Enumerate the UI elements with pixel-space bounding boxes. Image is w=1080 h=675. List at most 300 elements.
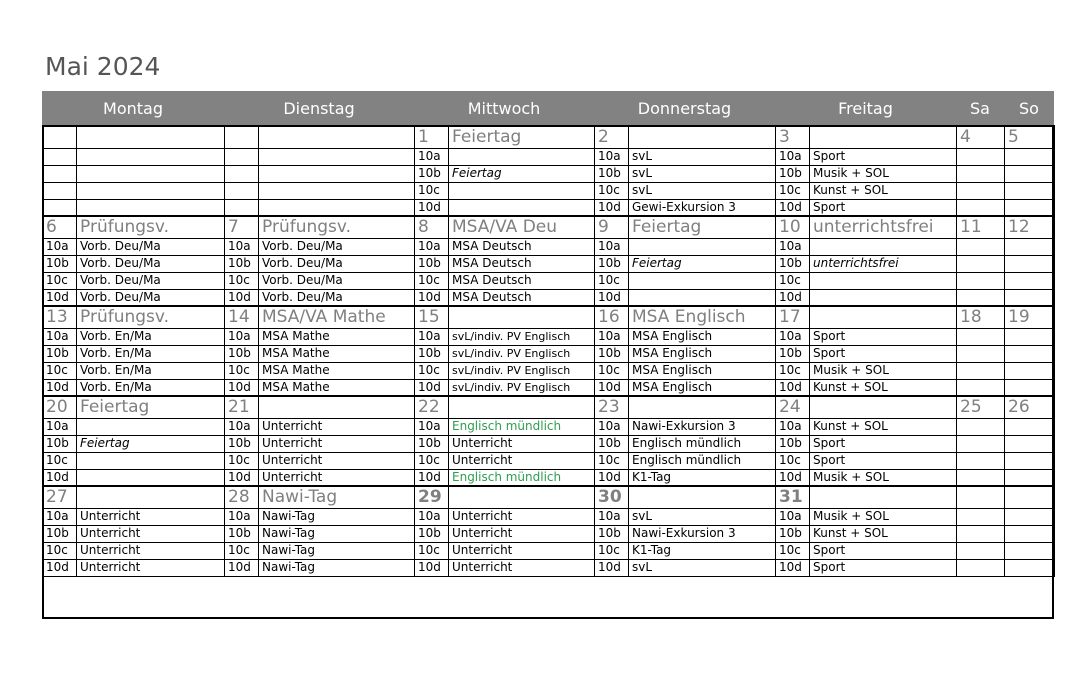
schedule-entry: Feiertag — [629, 255, 776, 272]
class-row — [43, 542, 1055, 559]
schedule-entry — [259, 148, 415, 165]
class-code: 10b — [415, 165, 449, 182]
weekday-header — [42, 91, 1054, 125]
class-code: 10d — [595, 379, 629, 396]
schedule-entry: Vorb. En/Ma — [77, 362, 225, 379]
schedule-entry: Kunst + SOL — [810, 525, 957, 542]
day-number: 16 — [595, 306, 629, 328]
schedule-entry — [449, 148, 595, 165]
class-row — [43, 165, 1055, 182]
class-code — [43, 182, 77, 199]
day-label: Feiertag — [449, 126, 595, 148]
weekend-cell — [957, 418, 1005, 435]
class-code: 10a — [225, 508, 259, 525]
class-row — [43, 328, 1055, 345]
week-1-day-row — [43, 126, 1055, 148]
class-code: 10b — [225, 435, 259, 452]
schedule-entry: Nawi-Exkursion 3 — [629, 525, 776, 542]
schedule-entry: Unterricht — [449, 559, 595, 576]
schedule-entry: Musik + SOL — [810, 469, 957, 486]
day-number: 13 — [43, 306, 77, 328]
class-code: 10a — [776, 508, 810, 525]
schedule-entry: Sport — [810, 559, 957, 576]
class-code — [225, 165, 259, 182]
class-code: 10d — [225, 289, 259, 306]
class-code: 10c — [415, 362, 449, 379]
header-donnerstag: Donnerstag — [637, 98, 732, 118]
class-code: 10a — [776, 148, 810, 165]
class-row — [43, 362, 1055, 379]
schedule-entry: Nawi-Tag — [259, 559, 415, 576]
class-row — [43, 272, 1055, 289]
schedule-entry: MSA Mathe — [259, 362, 415, 379]
week-2-day-row — [43, 216, 1055, 238]
class-code: 10d — [776, 199, 810, 216]
class-code: 10d — [776, 559, 810, 576]
weekend-cell — [957, 345, 1005, 362]
class-code: 10b — [776, 435, 810, 452]
schedule-entry: Sport — [810, 345, 957, 362]
class-code — [43, 165, 77, 182]
schedule-entry: svL/indiv. PV Englisch — [449, 379, 595, 396]
class-code: 10a — [595, 238, 629, 255]
weekend-cell — [1005, 148, 1055, 165]
day-number: 20 — [43, 396, 77, 418]
weekend-cell — [1005, 238, 1055, 255]
class-code: 10a — [595, 508, 629, 525]
schedule-entry: Vorb. Deu/Ma — [77, 289, 225, 306]
schedule-entry: Musik + SOL — [810, 165, 957, 182]
schedule-entry: Kunst + SOL — [810, 418, 957, 435]
day-number: 23 — [595, 396, 629, 418]
schedule-entry: MSA Deutsch — [449, 272, 595, 289]
schedule-entry: Sport — [810, 435, 957, 452]
class-code: 10c — [225, 362, 259, 379]
day-number — [225, 126, 259, 148]
schedule-entry — [77, 148, 225, 165]
day-number: 14 — [225, 306, 259, 328]
sunday-number — [1005, 486, 1055, 508]
schedule-entry: Nawi-Exkursion 3 — [629, 418, 776, 435]
schedule-entry: svL/indiv. PV Englisch — [449, 328, 595, 345]
schedule-entry: Unterricht — [77, 525, 225, 542]
week-3-day-row — [43, 306, 1055, 328]
schedule-entry: Unterricht — [77, 542, 225, 559]
day-number: 28 — [225, 486, 259, 508]
weekend-cell — [1005, 452, 1055, 469]
schedule-entry: Sport — [810, 452, 957, 469]
day-number: 9 — [595, 216, 629, 238]
weekend-cell — [957, 289, 1005, 306]
day-label — [810, 396, 957, 418]
class-code: 10c — [595, 542, 629, 559]
schedule-entry: Sport — [810, 542, 957, 559]
schedule-entry: Englisch mündlich — [629, 435, 776, 452]
schedule-entry — [259, 199, 415, 216]
class-code: 10b — [776, 345, 810, 362]
class-code: 10d — [595, 559, 629, 576]
class-code: 10a — [415, 148, 449, 165]
weekend-cell — [957, 508, 1005, 525]
schedule-entry: MSA Englisch — [629, 345, 776, 362]
schedule-entry: Kunst + SOL — [810, 182, 957, 199]
schedule-entry: MSA Deutsch — [449, 238, 595, 255]
page-title: Mai 2024 — [45, 52, 161, 81]
day-label — [449, 306, 595, 328]
class-code: 10c — [595, 452, 629, 469]
schedule-entry: K1-Tag — [629, 469, 776, 486]
day-label: MSA Englisch — [629, 306, 776, 328]
schedule-entry: svL — [629, 165, 776, 182]
saturday-number: 18 — [957, 306, 1005, 328]
schedule-entry — [629, 289, 776, 306]
weekend-cell — [957, 328, 1005, 345]
class-code: 10a — [415, 418, 449, 435]
class-code: 10c — [776, 362, 810, 379]
weekend-cell — [1005, 362, 1055, 379]
schedule-entry: Vorb. Deu/Ma — [259, 238, 415, 255]
class-row — [43, 182, 1055, 199]
schedule-entry: Sport — [810, 199, 957, 216]
schedule-entry: Sport — [810, 328, 957, 345]
weekend-cell — [1005, 435, 1055, 452]
day-number: 7 — [225, 216, 259, 238]
day-label — [810, 306, 957, 328]
day-label: Feiertag — [77, 396, 225, 418]
weekend-cell — [957, 199, 1005, 216]
schedule-entry — [77, 199, 225, 216]
class-code: 10b — [415, 345, 449, 362]
schedule-entry: Unterricht — [259, 435, 415, 452]
sunday-number: 5 — [1005, 126, 1055, 148]
schedule-entry: Musik + SOL — [810, 362, 957, 379]
day-label: unterrichtsfrei — [810, 216, 957, 238]
schedule-entry: MSA Deutsch — [449, 289, 595, 306]
schedule-entry: Vorb. Deu/Ma — [77, 272, 225, 289]
class-code: 10d — [776, 379, 810, 396]
class-code: 10a — [415, 238, 449, 255]
class-code: 10a — [225, 238, 259, 255]
day-label — [77, 126, 225, 148]
schedule-entry: svL — [629, 559, 776, 576]
class-code: 10d — [43, 559, 77, 576]
class-code: 10a — [225, 418, 259, 435]
schedule-entry: Kunst + SOL — [810, 379, 957, 396]
class-code: 10c — [225, 542, 259, 559]
class-code: 10c — [776, 272, 810, 289]
schedule-entry: Unterricht — [449, 435, 595, 452]
class-code: 10d — [225, 559, 259, 576]
class-code: 10b — [595, 435, 629, 452]
schedule-entry — [259, 165, 415, 182]
schedule-entry: svL/indiv. PV Englisch — [449, 362, 595, 379]
day-number: 2 — [595, 126, 629, 148]
class-code: 10a — [595, 328, 629, 345]
class-code: 10d — [776, 289, 810, 306]
class-code: 10b — [595, 345, 629, 362]
schedule-entry: unterrichtsfrei — [810, 255, 957, 272]
schedule-entry: Vorb. Deu/Ma — [259, 255, 415, 272]
weekend-cell — [1005, 469, 1055, 486]
class-code: 10a — [595, 418, 629, 435]
class-code: 10c — [595, 272, 629, 289]
class-code: 10a — [595, 148, 629, 165]
day-number: 22 — [415, 396, 449, 418]
header-dienstag: Dienstag — [283, 98, 355, 118]
weekend-cell — [1005, 199, 1055, 216]
schedule-entry: Vorb. Deu/Ma — [77, 238, 225, 255]
weekend-cell — [957, 362, 1005, 379]
day-number — [43, 126, 77, 148]
class-row — [43, 469, 1055, 486]
day-label: Prüfungsv. — [77, 306, 225, 328]
schedule-entry: MSA Englisch — [629, 328, 776, 345]
saturday-number: 11 — [957, 216, 1005, 238]
weekend-cell — [1005, 255, 1055, 272]
class-row — [43, 379, 1055, 396]
class-code: 10d — [415, 469, 449, 486]
day-number: 3 — [776, 126, 810, 148]
class-code: 10c — [43, 362, 77, 379]
schedule-entry: Feiertag — [77, 435, 225, 452]
sunday-number: 12 — [1005, 216, 1055, 238]
weekend-cell — [957, 379, 1005, 396]
class-code: 10d — [225, 469, 259, 486]
day-number: 17 — [776, 306, 810, 328]
schedule-entry — [629, 238, 776, 255]
day-number: 8 — [415, 216, 449, 238]
class-code: 10d — [595, 289, 629, 306]
weekend-cell — [957, 525, 1005, 542]
class-row — [43, 345, 1055, 362]
class-row — [43, 525, 1055, 542]
day-label: MSA/VA Mathe — [259, 306, 415, 328]
class-code — [225, 199, 259, 216]
class-code: 10b — [415, 255, 449, 272]
calendar-grid — [42, 125, 1055, 577]
weekend-cell — [957, 165, 1005, 182]
schedule-entry: svL — [629, 148, 776, 165]
day-label — [449, 396, 595, 418]
class-code: 10c — [776, 182, 810, 199]
class-code: 10d — [415, 289, 449, 306]
schedule-entry: Unterricht — [449, 542, 595, 559]
class-code: 10d — [415, 559, 449, 576]
schedule-entry: K1-Tag — [629, 542, 776, 559]
weekend-cell — [1005, 345, 1055, 362]
day-label: Nawi-Tag — [259, 486, 415, 508]
class-code: 10b — [595, 165, 629, 182]
weekend-cell — [957, 452, 1005, 469]
day-number: 15 — [415, 306, 449, 328]
class-code: 10d — [415, 199, 449, 216]
class-code: 10c — [415, 542, 449, 559]
schedule-entry: Nawi-Tag — [259, 542, 415, 559]
schedule-entry: Englisch mündlich — [629, 452, 776, 469]
day-number: 10 — [776, 216, 810, 238]
schedule-entry — [77, 165, 225, 182]
schedule-entry: Vorb. En/Ma — [77, 379, 225, 396]
schedule-entry — [77, 469, 225, 486]
class-code: 10a — [776, 238, 810, 255]
schedule-entry: Unterricht — [77, 508, 225, 525]
schedule-entry — [810, 272, 957, 289]
class-code: 10a — [43, 328, 77, 345]
class-row — [43, 255, 1055, 272]
weekend-cell — [957, 255, 1005, 272]
schedule-entry: MSA Englisch — [629, 379, 776, 396]
schedule-entry — [77, 182, 225, 199]
class-code: 10a — [225, 328, 259, 345]
schedule-entry: Vorb. Deu/Ma — [77, 255, 225, 272]
weekend-cell — [1005, 165, 1055, 182]
schedule-entry: MSA Mathe — [259, 328, 415, 345]
schedule-entry — [449, 182, 595, 199]
header-samstag: Sa — [970, 98, 990, 118]
class-code: 10c — [43, 272, 77, 289]
class-code: 10c — [415, 182, 449, 199]
schedule-entry: Unterricht — [449, 452, 595, 469]
class-row — [43, 435, 1055, 452]
day-number: 1 — [415, 126, 449, 148]
class-code: 10a — [415, 328, 449, 345]
schedule-entry: Gewi-Exkursion 3 — [629, 199, 776, 216]
class-row — [43, 289, 1055, 306]
schedule-entry: MSA Mathe — [259, 345, 415, 362]
weekend-cell — [1005, 559, 1055, 576]
header-mittwoch: Mittwoch — [467, 98, 541, 118]
class-code: 10c — [43, 452, 77, 469]
day-label — [810, 126, 957, 148]
day-number: 31 — [776, 486, 810, 508]
class-code: 10c — [595, 362, 629, 379]
header-montag: Montag — [103, 98, 163, 118]
class-code: 10b — [43, 435, 77, 452]
weekend-cell — [957, 435, 1005, 452]
schedule-entry — [259, 182, 415, 199]
schedule-entry: Feiertag — [449, 165, 595, 182]
saturday-number: 4 — [957, 126, 1005, 148]
schedule-entry: svL — [629, 182, 776, 199]
weekend-cell — [957, 148, 1005, 165]
class-row — [43, 199, 1055, 216]
class-code: 10d — [43, 289, 77, 306]
class-code: 10d — [43, 379, 77, 396]
class-code: 10b — [595, 255, 629, 272]
schedule-entry: Unterricht — [259, 418, 415, 435]
schedule-entry: Musik + SOL — [810, 508, 957, 525]
weekend-cell — [957, 272, 1005, 289]
schedule-entry: Vorb. Deu/Ma — [259, 272, 415, 289]
class-code: 10b — [43, 255, 77, 272]
schedule-entry: Vorb. En/Ma — [77, 328, 225, 345]
day-label: MSA/VA Deu — [449, 216, 595, 238]
class-code: 10c — [776, 452, 810, 469]
day-label: Prüfungsv. — [259, 216, 415, 238]
week-5-day-row — [43, 486, 1055, 508]
weekend-cell — [957, 559, 1005, 576]
class-code: 10b — [415, 435, 449, 452]
class-code — [225, 182, 259, 199]
class-code: 10d — [415, 379, 449, 396]
class-code: 10b — [415, 525, 449, 542]
day-label — [259, 396, 415, 418]
weekend-cell — [1005, 542, 1055, 559]
schedule-entry: Englisch mündlich — [449, 469, 595, 486]
sunday-number: 19 — [1005, 306, 1055, 328]
class-code: 10d — [776, 469, 810, 486]
weekend-cell — [957, 542, 1005, 559]
class-code: 10b — [43, 345, 77, 362]
class-code: 10c — [415, 272, 449, 289]
day-label — [810, 486, 957, 508]
class-code: 10a — [776, 328, 810, 345]
saturday-number: 25 — [957, 396, 1005, 418]
schedule-entry — [77, 452, 225, 469]
weekend-cell — [1005, 289, 1055, 306]
class-code: 10d — [43, 469, 77, 486]
day-number: 6 — [43, 216, 77, 238]
weekend-cell — [1005, 418, 1055, 435]
sunday-number: 26 — [1005, 396, 1055, 418]
class-code: 10d — [225, 379, 259, 396]
day-number: 24 — [776, 396, 810, 418]
class-code: 10b — [776, 165, 810, 182]
schedule-entry — [810, 238, 957, 255]
schedule-entry: Nawi-Tag — [259, 525, 415, 542]
schedule-entry — [629, 272, 776, 289]
class-row — [43, 418, 1055, 435]
schedule-entry: MSA Englisch — [629, 362, 776, 379]
class-row — [43, 508, 1055, 525]
schedule-entry: Unterricht — [449, 525, 595, 542]
class-code: 10b — [776, 255, 810, 272]
day-label: Prüfungsv. — [77, 216, 225, 238]
schedule-entry: Unterricht — [449, 508, 595, 525]
day-label: Feiertag — [629, 216, 776, 238]
day-label — [449, 486, 595, 508]
schedule-entry — [449, 199, 595, 216]
weekend-cell — [1005, 182, 1055, 199]
class-code: 10b — [225, 255, 259, 272]
class-code — [43, 199, 77, 216]
class-code: 10c — [225, 272, 259, 289]
day-label — [629, 486, 776, 508]
class-code: 10b — [595, 525, 629, 542]
class-code — [43, 148, 77, 165]
class-code: 10a — [776, 418, 810, 435]
weekend-cell — [1005, 272, 1055, 289]
class-row — [43, 238, 1055, 255]
schedule-entry: Unterricht — [77, 559, 225, 576]
schedule-entry: Unterricht — [259, 452, 415, 469]
day-label — [259, 126, 415, 148]
class-code: 10b — [43, 525, 77, 542]
class-code: 10c — [595, 182, 629, 199]
class-code: 10a — [43, 508, 77, 525]
schedule-entry: Vorb. En/Ma — [77, 345, 225, 362]
day-number: 21 — [225, 396, 259, 418]
schedule-entry: svL — [629, 508, 776, 525]
schedule-entry: Sport — [810, 148, 957, 165]
class-code: 10c — [43, 542, 77, 559]
schedule-entry: MSA Deutsch — [449, 255, 595, 272]
schedule-entry: Unterricht — [259, 469, 415, 486]
schedule-entry: Vorb. Deu/Ma — [259, 289, 415, 306]
day-number: 27 — [43, 486, 77, 508]
weekend-cell — [957, 238, 1005, 255]
schedule-entry: Englisch mündlich — [449, 418, 595, 435]
